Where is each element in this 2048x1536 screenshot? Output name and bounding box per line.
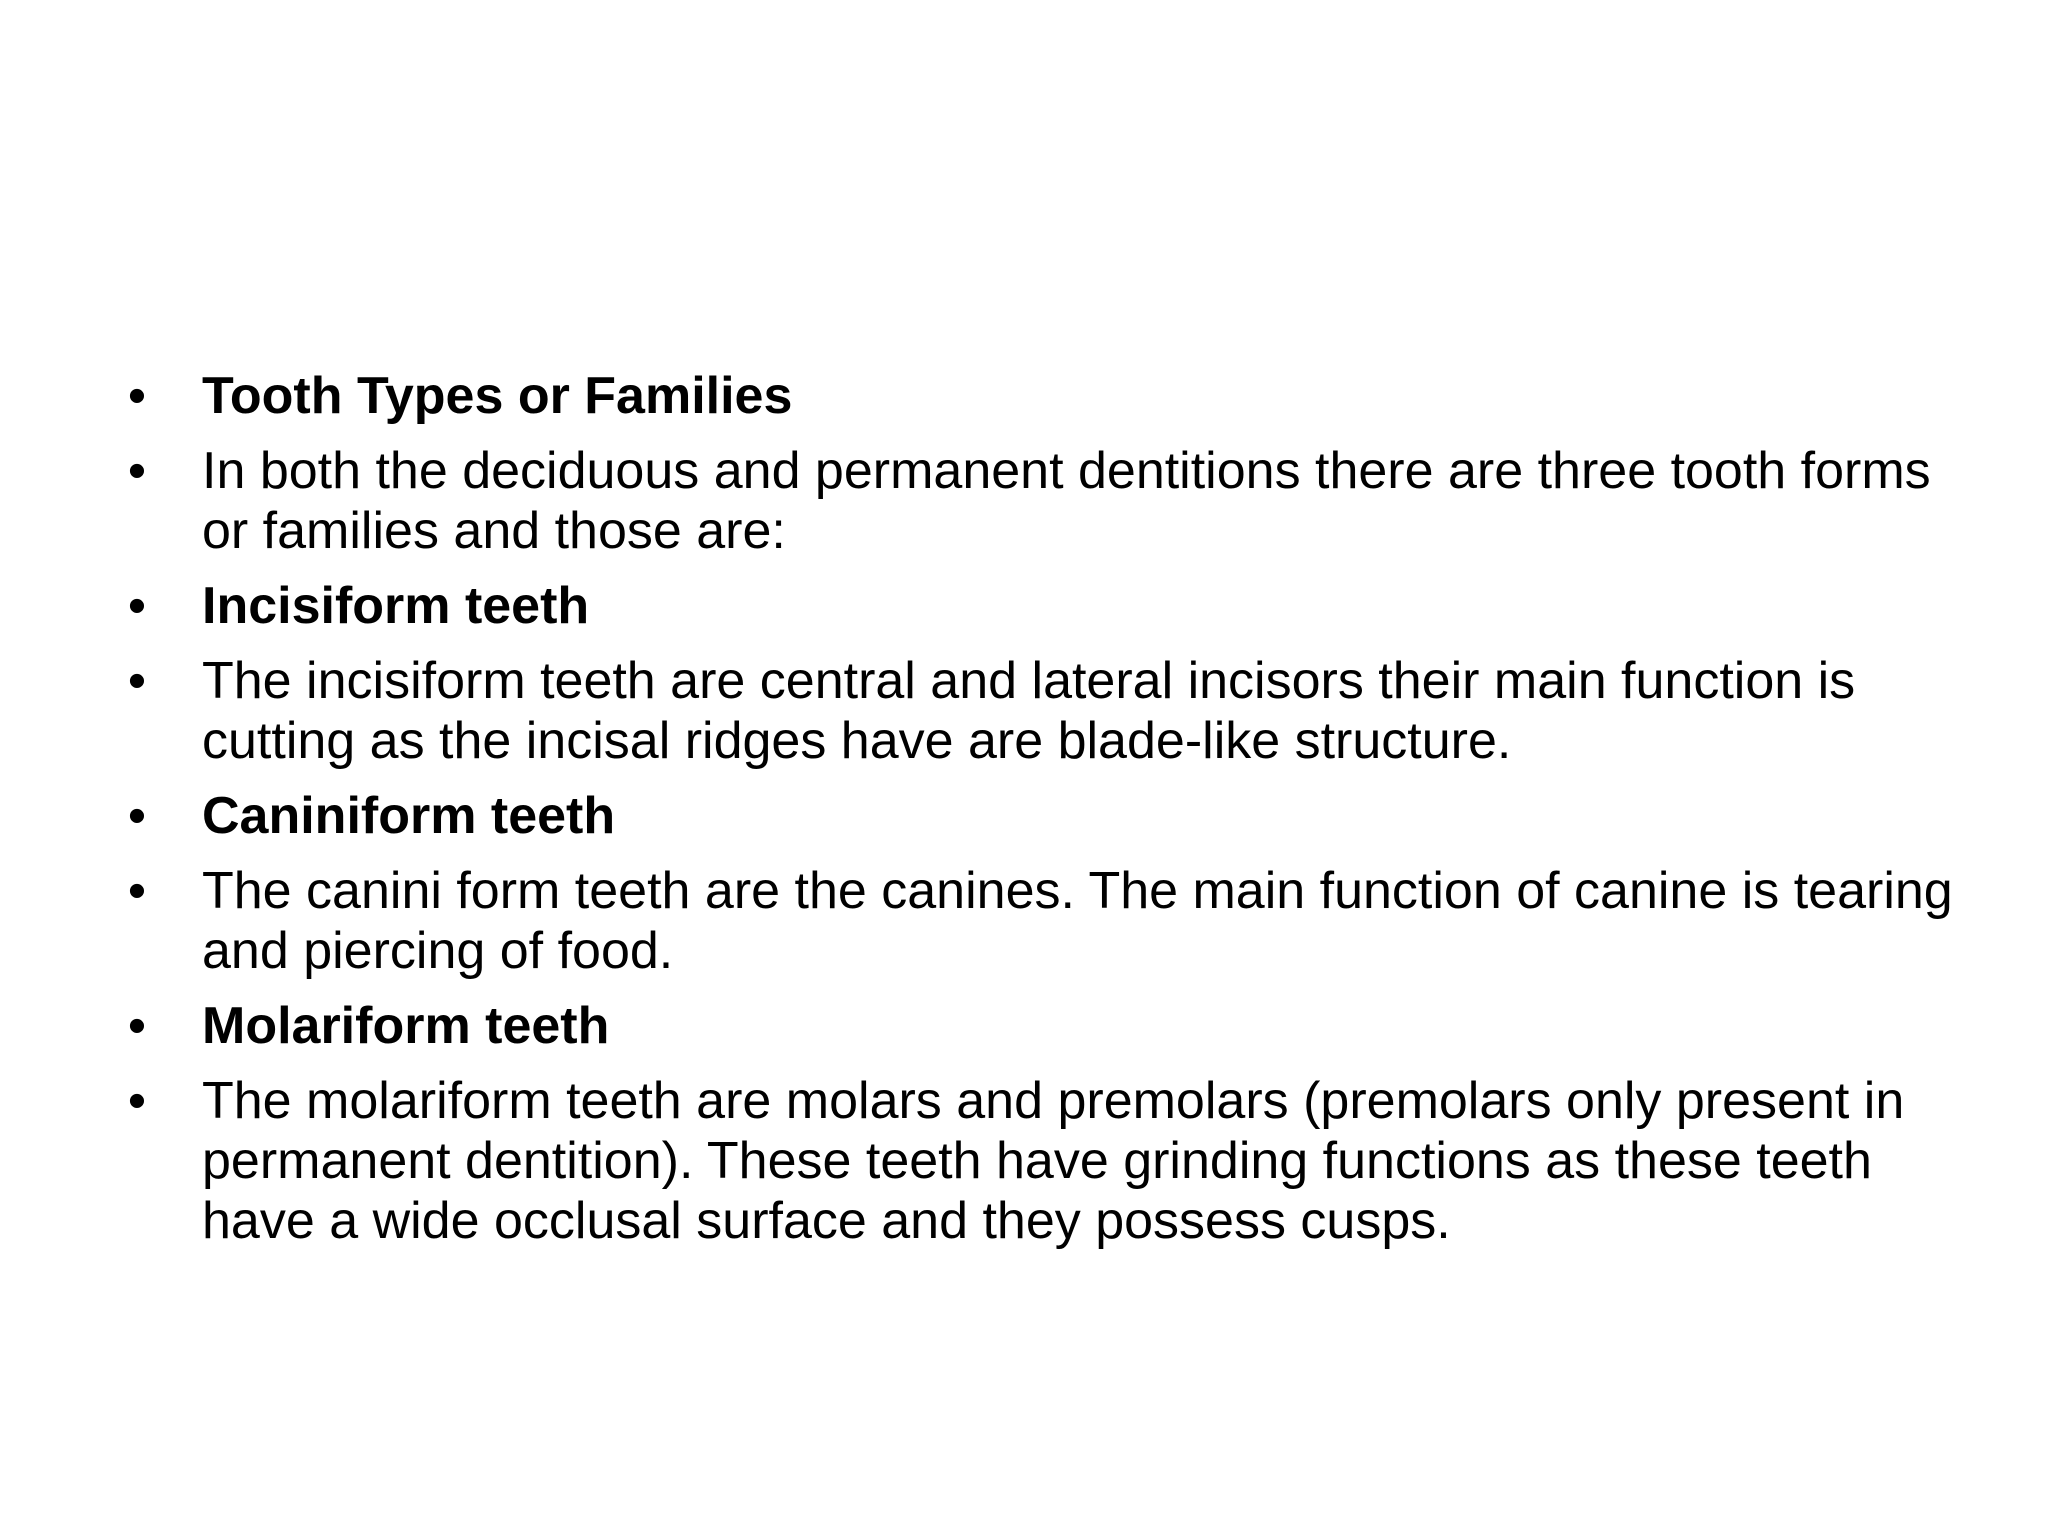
bullet-item-molariform-desc xyxy=(122,1071,1962,1251)
bullet-text: Caniniform teeth xyxy=(202,787,616,845)
bullet-text: The incisiform teeth are central and lateral incisors their main function is cutting as the incisal ridges have are blade-like structure. xyxy=(202,652,1856,770)
bullet-icon: • xyxy=(127,442,147,500)
bullet-item-caniniform-desc xyxy=(122,861,1962,981)
bullet-item-intro xyxy=(122,441,1962,561)
bullet-item-incisiform-desc xyxy=(122,651,1962,771)
bullet-text: The molariform teeth are molars and premolars (premolars only present in permanent dentition). These teeth have grinding functions as these teeth have a wide occlusal surface and they possess cusps. xyxy=(202,1072,1905,1250)
bullet-item-heading-caniniform xyxy=(122,786,1962,846)
bullet-item-heading-molariform xyxy=(122,996,1962,1056)
bullet-text: Incisiform teeth xyxy=(202,577,590,635)
bullet-text: Molariform teeth xyxy=(202,997,610,1055)
bullet-item-heading-incisiform xyxy=(122,576,1962,636)
bullet-text: In both the deciduous and permanent dentitions there are three tooth forms or families and those are: xyxy=(202,442,1931,560)
slide-content xyxy=(122,366,1962,1266)
bullet-item-heading-tooth-types xyxy=(122,366,1962,426)
bullet-icon: • xyxy=(127,787,147,845)
bullet-list xyxy=(122,366,1962,1251)
bullet-text: Tooth Types or Families xyxy=(202,367,793,425)
bullet-text: The canini form teeth are the canines. The main function of canine is tearing and piercing of food. xyxy=(202,862,1953,980)
bullet-icon: • xyxy=(127,862,147,920)
bullet-icon: • xyxy=(127,367,147,425)
bullet-icon: • xyxy=(127,997,147,1055)
bullet-icon: • xyxy=(127,652,147,710)
bullet-icon: • xyxy=(127,1072,147,1130)
bullet-icon: • xyxy=(127,577,147,635)
